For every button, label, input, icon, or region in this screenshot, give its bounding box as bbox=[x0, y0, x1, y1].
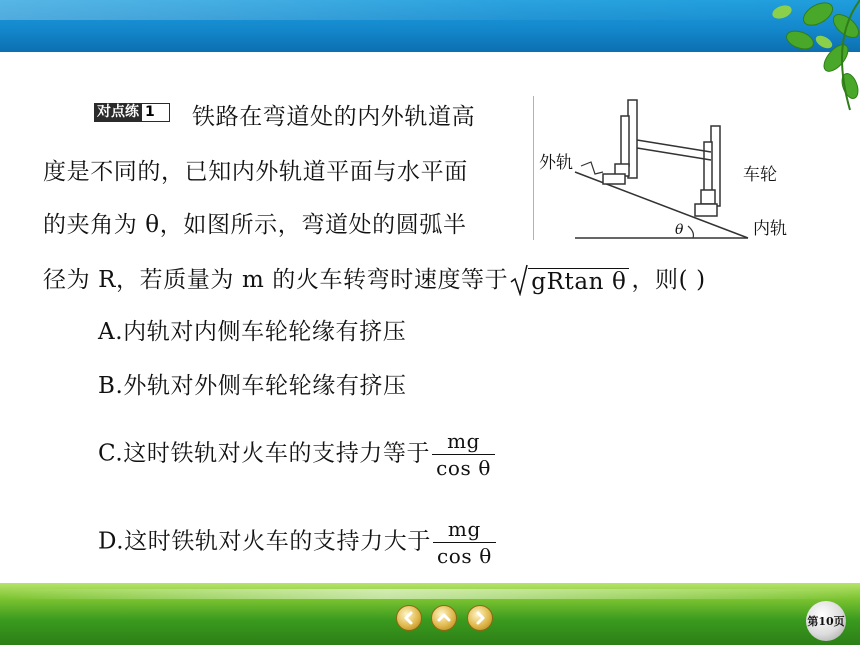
footer-bar bbox=[0, 583, 860, 645]
prev-button[interactable] bbox=[396, 605, 422, 631]
option-d-denominator: cos θ bbox=[433, 542, 496, 569]
option-c-text: C.这时铁轨对火车的支持力等于 bbox=[98, 440, 431, 467]
question-line-1: 铁路在弯道处的内外轨道高 bbox=[192, 104, 476, 130]
option-c bbox=[98, 428, 495, 481]
exercise-tag-number: 1 bbox=[142, 103, 170, 122]
up-button[interactable] bbox=[431, 605, 457, 631]
option-c-denominator: cos θ bbox=[432, 454, 495, 481]
option-a: A.内轨对内侧车轮轮缘有挤压 bbox=[98, 319, 407, 345]
option-b: B.外轨对外侧车轮轮缘有挤压 bbox=[98, 373, 407, 399]
question-line-3: 的夹角为 θ，如图所示，弯道处的圆弧半 bbox=[43, 212, 467, 238]
question-line-4-end: ，则( ) bbox=[631, 267, 706, 293]
chevron-right-icon bbox=[468, 606, 492, 630]
question-line-4-text: 径为 R，若质量为 m 的火车转弯时速度等于 bbox=[43, 267, 509, 293]
sqrt-sign-icon bbox=[510, 264, 528, 296]
sqrt-expression bbox=[510, 268, 629, 295]
question-line-2: 度是不同的，已知内外轨道平面与水平面 bbox=[43, 159, 468, 185]
sqrt-content: gRtan θ bbox=[528, 268, 629, 295]
option-c-numerator: mg bbox=[447, 429, 481, 453]
option-d-text: D.这时铁轨对火车的支持力大于 bbox=[98, 528, 431, 555]
inner-rail-label: 内轨 bbox=[753, 219, 787, 239]
next-button[interactable] bbox=[467, 605, 493, 631]
exercise-tag-label: 对点练 bbox=[94, 103, 142, 122]
question-line-4 bbox=[43, 261, 706, 295]
rail-diagram bbox=[533, 96, 798, 244]
angle-label: θ bbox=[675, 222, 684, 238]
option-d-numerator: mg bbox=[447, 517, 481, 541]
option-d bbox=[98, 516, 496, 569]
outer-rail-label: 外轨 bbox=[539, 153, 573, 173]
option-c-fraction bbox=[432, 428, 495, 481]
chevron-left-icon bbox=[397, 606, 421, 630]
page-number-badge: 第10页 bbox=[806, 601, 846, 641]
wheel-label: 车轮 bbox=[743, 165, 777, 185]
option-d-fraction bbox=[433, 516, 496, 569]
chevron-up-icon bbox=[432, 606, 456, 630]
exercise-tag bbox=[94, 103, 170, 122]
